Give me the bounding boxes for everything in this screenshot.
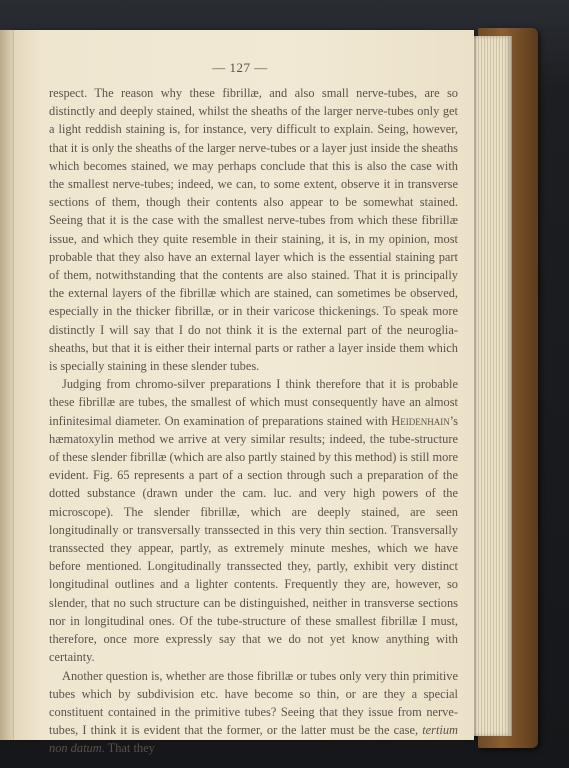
text-segment: respect. The reason why these fibrillæ, and also small nerve-tubes, are so distinctly and deeply stained, whilst the sheaths of the larger nerve-tubes only get a light reddish staining is, for instance, very difficult to explain. Seing, however, that it is only the sheaths of the larger nerve-tubes or a layer just inside the sheaths which becomes stained, we may perhaps conclude that this is also the case with the smallest nerve-tubes; indeed, we can, to some extent, observe it in transverse sections of them, though their contents also appear to be somewhat stained. Seeing that it is the case with the smallest nerve-tubes from which these fibrillæ issue, and which they quite resemble in their staining, it is, in my opinion, most probable that they also have an external layer which is the essential staining part of them, notwithstanding that the contents are also stained. That it is principally the external layers of the fibrillæ which are stained, can sometimes be observed, especially in the thicker fibrillæ, or in their varicose thickenings. To speak more distinctly I will say that I do not think it is the external part of the neuroglia-sheaths, but that it is either their internal parts or rather a layer inside them which is specially staining in these slender tubes. (49, 86, 458, 374)
text-segment: . That they (101, 741, 155, 756)
text-segment: ’s hæmatoxylin method we arrive at very similar results; indeed, the tube-structure of these slender fibrillæ (which are also partly stained by this method) is still more evident. Fig. 65 represents a part of a section through such a preparation of the dotted substance (drawn under the cam. luc. and very high powers of the microscope). The slender fibrillæ, which are deeply stained, are seen longitudinally or transversally transsected in this very thin section. Transversally transsected they appear, partly, as extremely minute meshes, which we have before mentioned. Longitudinally transsected they, partly, exhibit very distinct longitudinal outlines and a lighter contents. Frequently they are, however, so slender, that no such structure can be distinguished, neither in transverse sections nor in longitudinal ones. Of the tube-structure of these smallest fibrillæ I must, therefore, once more expressly say that we do not yet know anything with certainty. (49, 413, 458, 665)
latin-phrase: tertium non datum (49, 723, 458, 756)
paragraph-3 (49, 667, 458, 758)
page-edges (470, 36, 512, 736)
body-text (49, 84, 458, 758)
paragraph-2 (49, 375, 458, 666)
page-number: — 127 — (212, 60, 268, 75)
text-segment: Judging from chromo-silver preparations I think therefore that it is probable these fibrillæ are tubes, the smallest of which must consequently have an almost infinitesimal diameter. On examination of preparations stained with (49, 377, 458, 428)
paragraph-1 (49, 84, 458, 375)
text-segment: Another question is, whether are those fibrillæ or tubes only very thin primitive tubes which by subdivision etc. have become so thin, or are they a special constituent contained in the primitive tubes? Seeing that they issue from nerve-tubes, I think it is evident that the former, or the latter must be the case, (49, 668, 458, 738)
author-name-smallcaps: Heidenhain (391, 413, 450, 428)
